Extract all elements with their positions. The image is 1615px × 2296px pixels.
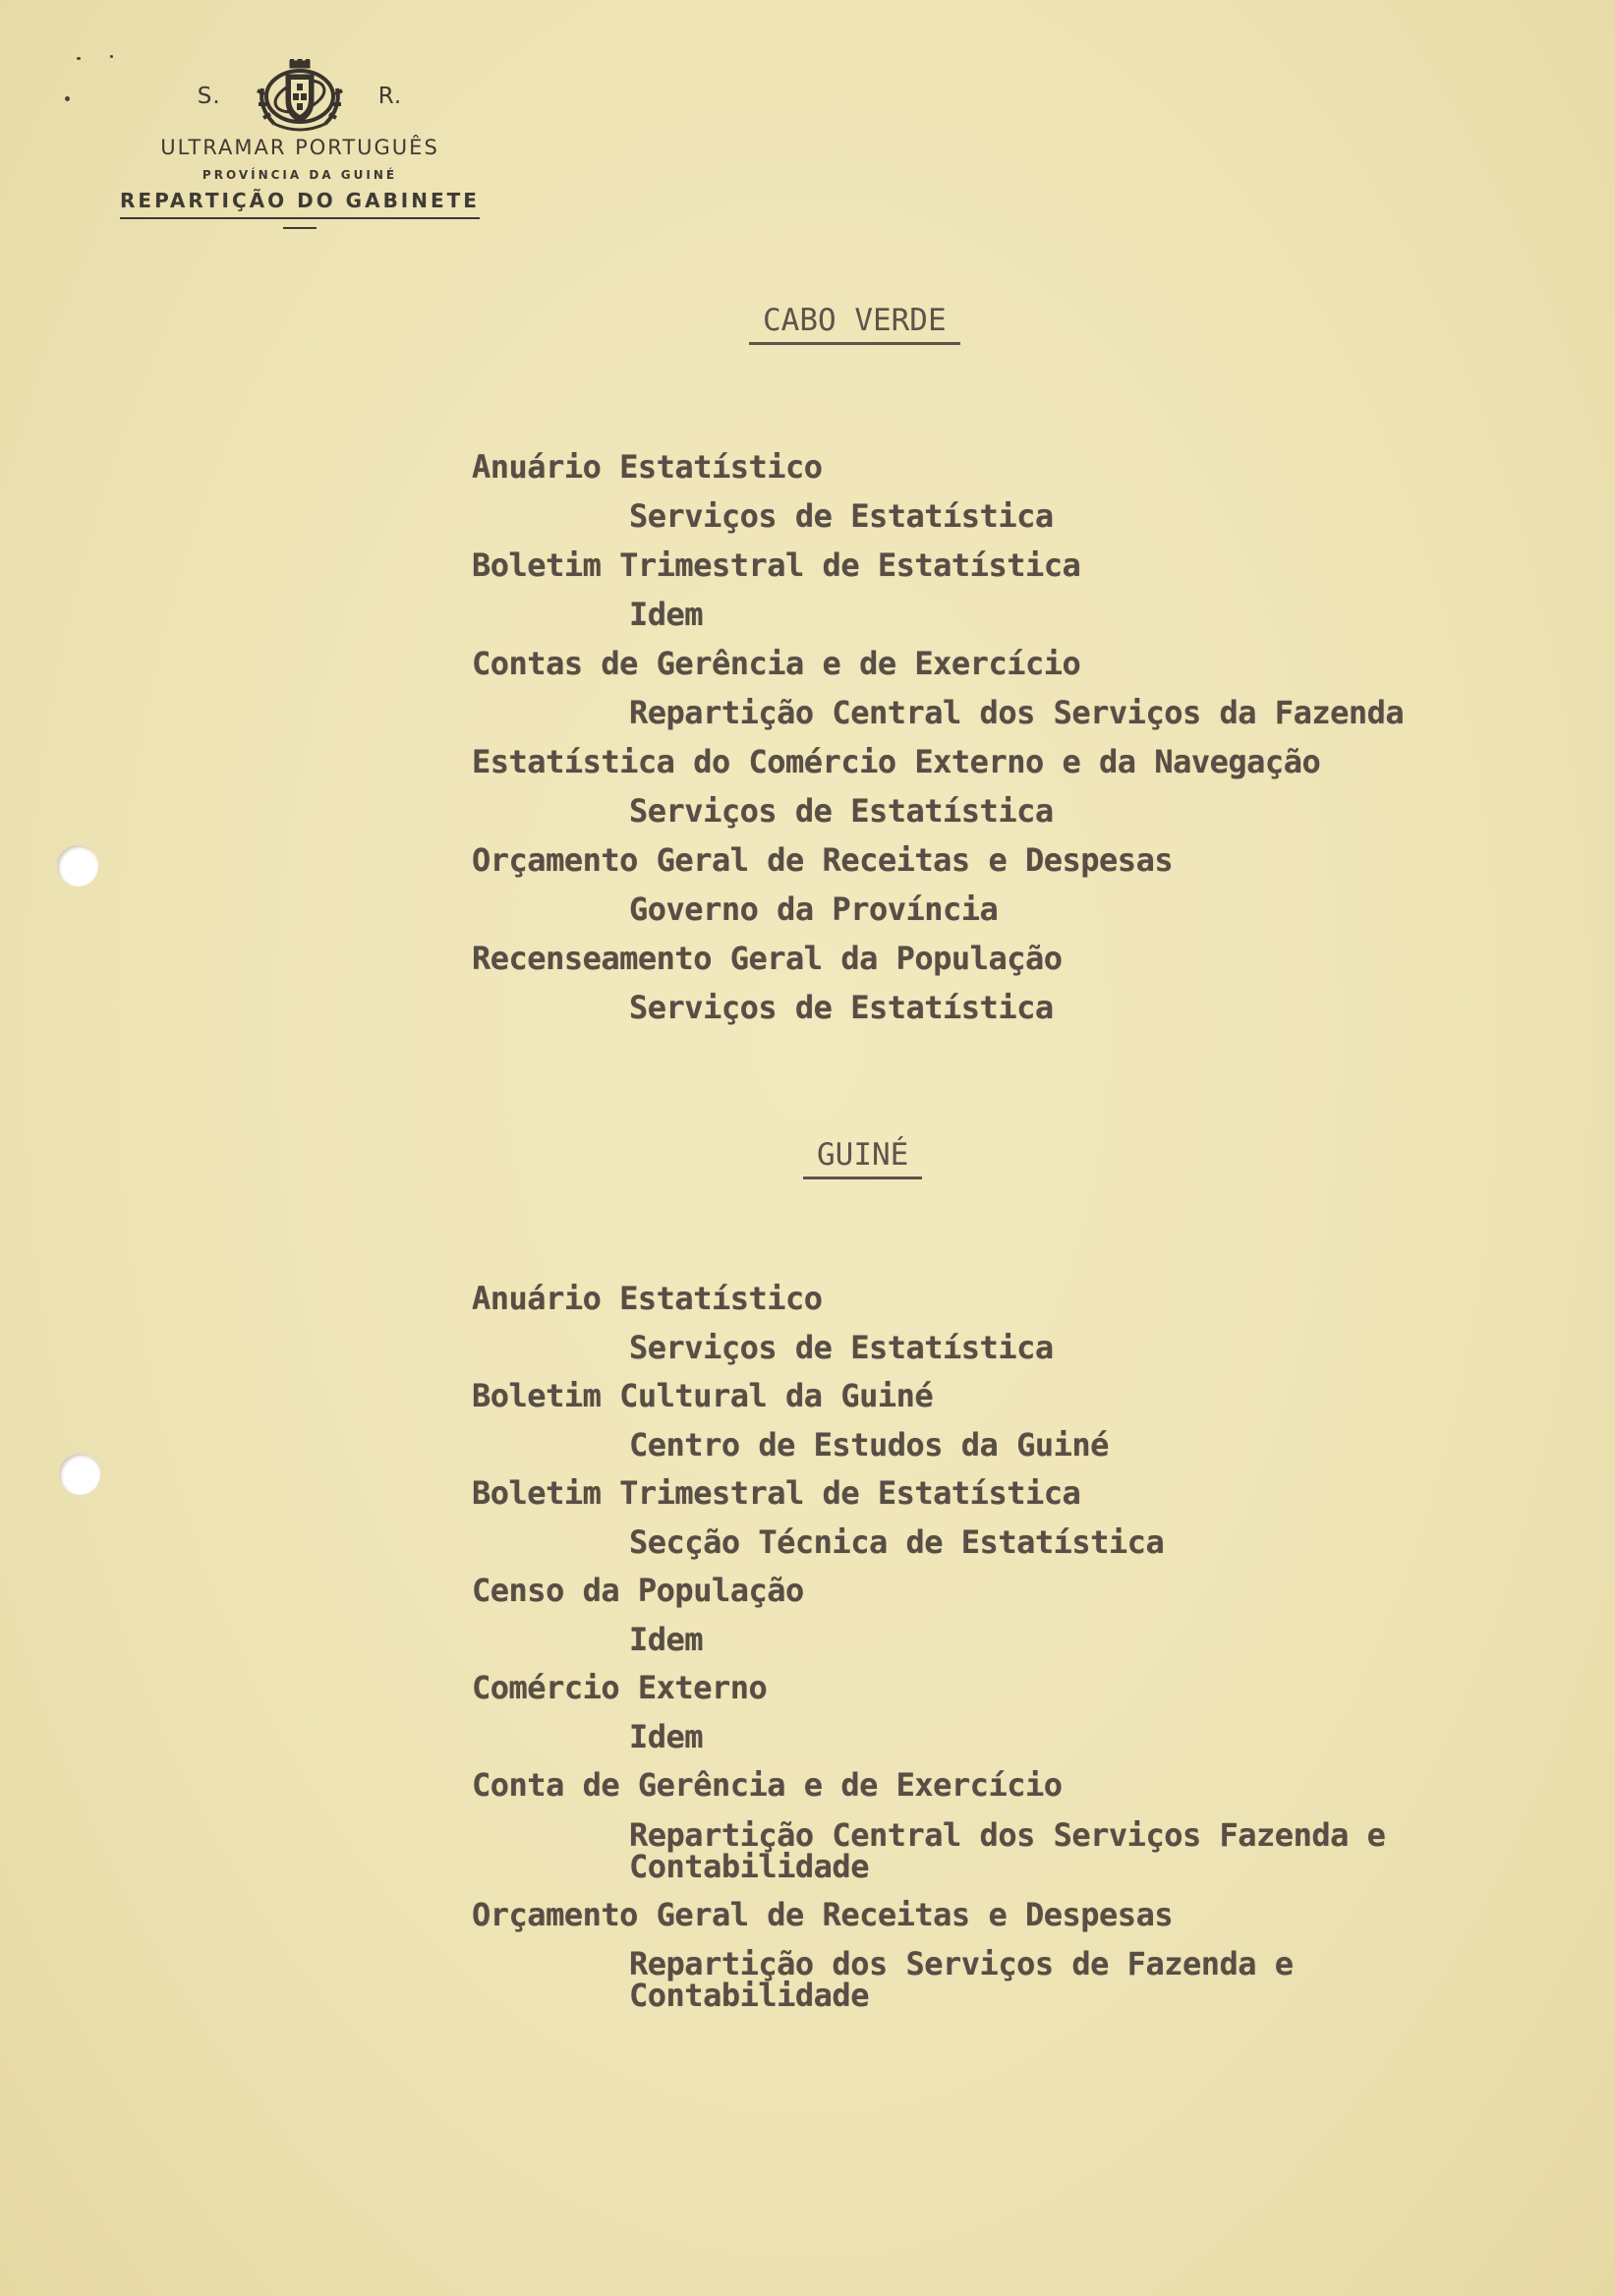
entry-source: Serviços de Estatística (629, 792, 1054, 830)
paper-speck (77, 57, 81, 60)
entry-title: Boletim Trimestral de Estatística (472, 546, 1081, 584)
section-title-guine: GUINÉ (803, 1137, 922, 1179)
entry-source: Centro de Estudos da Guiné (629, 1425, 1109, 1464)
entry-title: Censo da População (472, 1572, 804, 1609)
entry-source: Secção Técnica de Estatística (629, 1522, 1165, 1561)
entry-title: Conta de Gerência e de Exercício (472, 1766, 1063, 1804)
entry-source: Serviços de Estatística (629, 1328, 1054, 1366)
section-entries-cabo-verde (472, 442, 1494, 1032)
entry-title: Boletim Cultural da Guiné (472, 1377, 934, 1414)
letterhead-line-2: PROVÍNCIA DA GUINÉ (202, 168, 398, 182)
entry-title: Estatística do Comércio Externo e da Navegação (472, 743, 1321, 780)
entry-source: Serviços de Estatística (629, 497, 1054, 535)
letterhead-dash (283, 227, 317, 229)
entry-source: Serviços de Estatística (629, 989, 1054, 1026)
entry-source: Governo da Província (629, 890, 999, 928)
entry-title: Orçamento Geral de Receitas e Despesas (472, 841, 1174, 879)
letterhead (93, 59, 506, 229)
entry-title: Contas de Gerência e de Exercício (472, 645, 1081, 682)
coat-of-arms-icon (255, 59, 345, 134)
letterhead-line-1: ULTRAMAR PORTUGUÊS (160, 136, 439, 159)
entry-source: Idem (629, 596, 704, 633)
entry-title: Anuário Estatístico (472, 1280, 823, 1317)
entry-title: Orçamento Geral de Receitas e Despesas (472, 1895, 1174, 1933)
letterhead-left-letter: S. (197, 84, 221, 109)
section-title-cabo-verde: CABO VERDE (749, 303, 960, 345)
letterhead-line-3: REPARTIÇÃO DO GABINETE (120, 189, 480, 219)
crest-row (93, 59, 506, 134)
entry-source: Repartição dos Serviços de Fazenda e Contabilidade (629, 1945, 1294, 2014)
entry-source: Repartição Central dos Serviços Fazenda e Contabilidade (629, 1815, 1386, 1885)
section-entries-guine (472, 1275, 1494, 2020)
entry-source: Repartição Central dos Serviços da Fazenda (629, 694, 1405, 731)
entry-title: Anuário Estatístico (472, 448, 823, 486)
punch-hole (59, 1454, 100, 1495)
paper-speck (65, 96, 70, 101)
punch-hole (57, 845, 98, 887)
letterhead-right-letter: R. (377, 84, 403, 109)
entry-source: Idem (629, 1717, 704, 1755)
paper-speck (110, 55, 113, 58)
entry-title: Comércio Externo (472, 1669, 768, 1706)
entry-source: Idem (629, 1620, 704, 1658)
entry-title: Boletim Trimestral de Estatística (472, 1474, 1081, 1512)
entry-title: Recenseamento Geral da População (472, 940, 1063, 977)
